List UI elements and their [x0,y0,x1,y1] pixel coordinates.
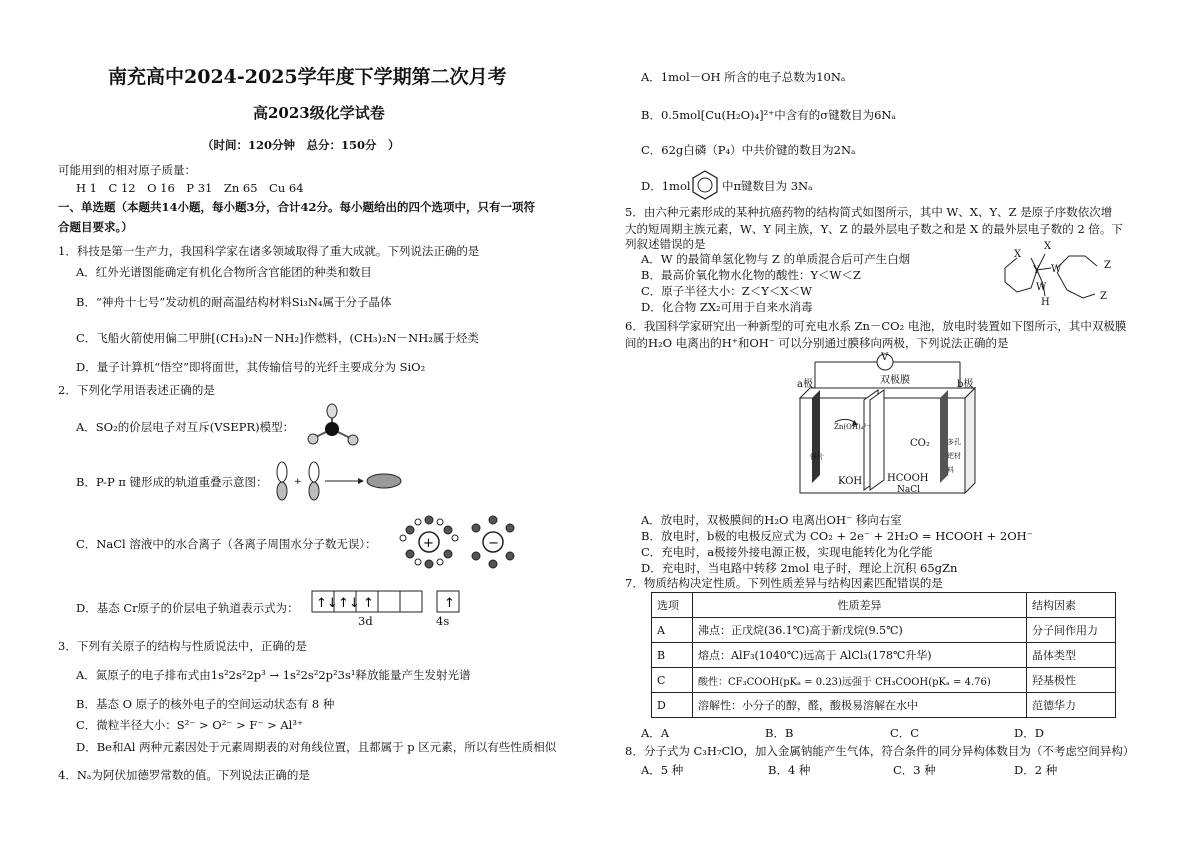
fig-hcooh-label: HCOOH [887,473,929,484]
q8-option-a: A．5 种 [641,763,684,777]
table-header: 性质差异 [693,593,1027,618]
fig-zinc-label: 锌片 [810,453,824,461]
q3-option-b: B．基态 O 原子的核外电子的空间运动状态有 8 种 [76,697,335,711]
q5-line1: 5．由六种元素形成的某种抗癌药物的结构简式如图所示，其中 W、X、Y、Z 是原子序数依次增 [625,205,1113,219]
p-p-pi-overlap-icon [270,461,410,501]
q7-table [651,592,1116,718]
atomic-masses: H 1 C 12 O 16 P 31 Zn 65 Cu 64 [76,181,304,195]
q5-option-d: D．化合物 ZX₂可用于自来水消毒 [641,300,813,314]
q5-line2: 大的短周期主族元素，W、Y 同主族，Y、Z 的最外层电子数之和是 X 的最外层电子数的 2 倍。下 [625,222,1123,236]
cr-orbital-diagram-icon [311,590,461,614]
svg-text:↑: ↑ [444,596,455,611]
vsepr-model-icon [300,403,364,449]
q1-option-a: A．红外光谱图能确定有机化合物所含官能团的种类和数目 [76,265,372,279]
q7-stem: 7．物质结构决定性质。下列性质差异与结构因素匹配错误的是 [625,576,943,590]
table-cell: 晶体类型 [1027,643,1116,668]
svg-text:↑: ↑ [363,596,374,611]
fig-membrane-label: 双极膜 [880,375,910,386]
struct-label-y: Y [1033,265,1040,276]
q7-option-b: B．B [765,726,794,740]
q4-option-b: B．0.5mol[Cu(H₂O)₄]²⁺中含有的σ键数目为6Nₐ [641,108,896,122]
time-info: （时间：120分钟 总分：150分 ） [202,138,400,152]
q1-stem: 1．科技是第一生产力，我国科学家在诸多领域取得了重大成就。下列说法正确的是 [58,244,480,258]
table-header: 选项 [652,593,693,618]
struct-label-x2: X [1044,241,1052,252]
fig-koh-label: KOH [838,476,863,487]
table-row [652,618,1116,643]
q2-option-a: A．SO₂的价层电子对互斥(VSEPR)模型： [76,420,295,434]
svg-text:↑↓: ↑↓ [316,596,338,611]
table-cell: 分子间作用力 [1027,618,1116,643]
fig-porous-label: 多孔 钯材料 [947,438,961,474]
struct-label-z2: Z [1100,291,1107,302]
fig-voltmeter-label: V [881,352,889,363]
fig-co2-label: CO₂ [910,438,930,449]
hydrated-ions-icon [396,512,526,572]
struct-label-w2: W [1036,282,1047,293]
table-cell: A [652,618,693,643]
table-row [652,668,1116,693]
q8-option-c: C．3 种 [893,763,936,777]
q6-option-b: B．放电时，b极的电极反应式为 CO₂ + 2e⁻ + 2H₂O = HCOOH + 2OH⁻ [641,529,1033,543]
q5-option-a: A．W 的最简单氢化物与 Z 的单质混合后可产生白烟 [641,252,911,266]
q5-option-c: C．原子半径大小：Z＜Y＜X＜W [641,284,812,298]
q4-stem: 4．Nₐ为阿伏加德罗常数的值。下列说法正确的是 [58,768,310,782]
q7-option-c: C．C [890,726,920,740]
q3-option-d: D．Be和Al 两种元素因处于元素周期表的对角线位置，且都属于 p 区元素，所以有些性质相似 [76,740,557,754]
q5-line3: 列叙述错误的是 [625,237,706,251]
struct-label-x1: X [1014,249,1022,260]
benzene-ring-icon [690,169,720,201]
q5-option-b: B．最高价氧化物水化物的酸性：Y＜W＜Z [641,268,861,282]
q6-line2: 间的H₂O 电离出的H⁺和OH⁻ 可以分别通过膜移向两极，下列说法正确的是 [625,336,1009,350]
table-row [652,693,1116,718]
label-3d: 3d [358,614,373,628]
table-cell: 范德华力 [1027,693,1116,718]
q4-option-d-pre: D．1mol [641,179,691,193]
q6-option-a: A．放电时，双极膜间的H₂O 电离出OH⁻ 移向右室 [641,513,902,527]
section1-heading: 一、单选题（本题共14小题，每小题3分，合计42分。每小题给出的四个选项中，只有一项符 [58,200,536,214]
table-header-row [652,593,1116,618]
q8-stem: 8．分子式为 C₃H₇ClO，加入金属钠能产生气体，符合条件的同分异构体数目为（不考虑空间异构） [625,744,1135,758]
svg-text:↑↓: ↑↓ [338,596,360,611]
table-cell: B [652,643,693,668]
q3-stem: 3．下列有关原子的结构与性质说法中，正确的是 [58,639,307,653]
fig-nacl-label: NaCl [897,485,921,495]
q4-option-a: A．1mol－OH 所含的电子总数为10Nₐ [641,70,846,84]
q2-option-d: D．基态 Cr原子的价层电子轨道表示式为： [76,601,299,615]
table-row [652,643,1116,668]
q3-option-c: C．微粒半径大小：S²⁻ > O²⁻ > F⁻ > Al³⁺ [76,718,304,732]
struct-label-z1: Z [1104,260,1111,271]
table-cell: 熔点：AlF₃(1040℃)远高于 AlCl₃(178℃升华) [693,643,1027,668]
struct-label-h: H [1041,297,1050,308]
table-cell: 沸点：正戊烷(36.1℃)高于新戊烷(9.5℃) [693,618,1027,643]
q7-option-d: D．D [1014,726,1044,740]
exam-title: 南充高中2024-2025学年度下学期第二次月考 [108,66,507,88]
q6-line1: 6．我国科学家研究出一种新型的可充电水系 Zn－CO₂ 电池，放电时装置如下图所示，其中双极膜 [625,319,1127,333]
q8-option-b: B．4 种 [768,763,811,777]
q1-option-d: D．量子计算机“悟空”即将面世，其传输信号的光纤主要成分为 SiO₂ [76,360,426,374]
q2-option-b: B．P-P π 键形成的轨道重叠示意图： [76,475,268,489]
section1-heading-cont: 合题目要求。） [58,220,133,234]
exam-subtitle: 高2023级化学试卷 [253,104,385,122]
table-cell: 溶解性：小分子的醇，醛，酸极易溶解在水中 [693,693,1027,718]
struct-label-w1: W [1051,264,1062,275]
svg-text:+: + [423,536,434,551]
table-cell: 羟基极性 [1027,668,1116,693]
q4-option-c: C．62g白磷（P₄）中共价键的数目为2Nₐ [641,143,856,157]
table-cell: D [652,693,693,718]
fig-a-label: a极 [797,379,813,390]
q7-option-a: A．A [641,726,670,740]
q6-option-d: D．充电时，当电路中转移 2mol 电子时，理论上沉积 65gZn [641,561,958,575]
q8-option-d: D．2 种 [1014,763,1058,777]
table-cell: 酸性：CF₃COOH(pKₐ = 0.23)远强于 CH₃COOH(pKₐ = 4.76) [693,668,1027,693]
fig-zincate-label: Zn(OH)₄²⁻ [834,423,870,431]
q2-stem: 2．下列化学用语表述正确的是 [58,383,215,397]
q1-option-c: C．飞船火箭使用偏二甲肼[(CH₃)₂N－NH₂]作燃料，(CH₃)₂N－NH₂属于烃类 [76,331,479,345]
table-header: 结构因素 [1027,593,1116,618]
atomic-mass-label: 可能用到的相对原子质量： [58,163,196,177]
q1-option-b: B．“神舟十七号”发动机的耐高温结构材料Si₃N₄属于分子晶体 [76,295,392,309]
q4-option-d-post: 中π键数目为 3Nₐ [722,179,813,193]
label-4s: 4s [436,614,450,628]
svg-text:−: − [488,536,499,551]
table-cell: C [652,668,693,693]
fig-b-label: b极 [957,379,974,390]
q3-option-a: A．氮原子的电子排布式由1s²2s²2p³ → 1s²2s²2p²3s¹释放能量产生发射光谱 [76,668,471,682]
q2-option-c: C．NaCl 溶液中的水合离子（各离子周围水分子数无误）： [76,537,377,551]
q6-option-c: C．充电时，a极接外接电源正极，实现电能转化为化学能 [641,545,933,559]
svg-text:+: + [294,477,302,487]
